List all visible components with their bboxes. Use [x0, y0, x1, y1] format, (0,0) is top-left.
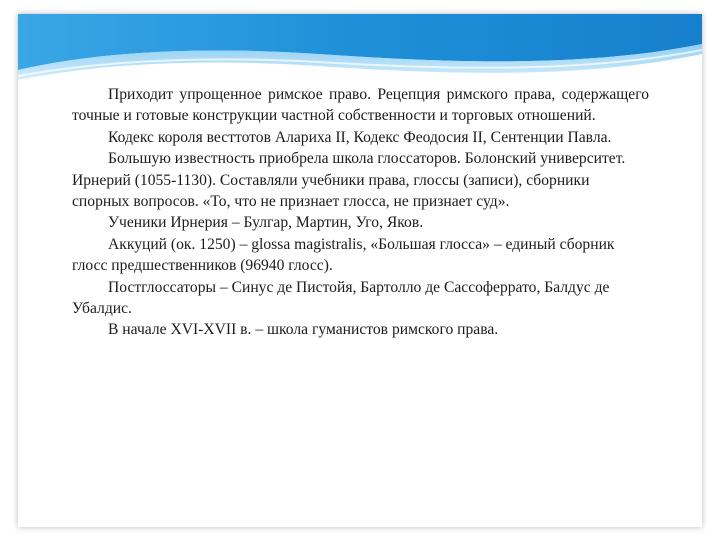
- slide-body-text: [72, 84, 649, 341]
- header-wave-decoration: [18, 14, 702, 84]
- paragraph-glossators: Большую известность приобрела школа глоссаторов. Болонский университет. Ирнерий (1055-1130). Составляли учебники права, глоссы (записи), сборники спорных вопросов. «То, что не признает глосса, не признает суд».: [72, 150, 626, 211]
- paragraph-accursius: Аккуций (ок. 1250) – glossa magistralis, «Большая глосса» – единый сборник глосс предшественников (96940 глосс).: [72, 235, 615, 275]
- paragraph-humanists: В начале XVI-XVII в. – школа гуманистов римского права.: [108, 321, 499, 339]
- paragraph-codexes: Кодекс короля весттотов Алариха II, Кодекс Феодосия II, Сентенции Павла.: [108, 128, 612, 146]
- paragraph-students: Ученики Ирнерия – Булгар, Мартин, Уго, Яков.: [108, 214, 424, 232]
- paragraph-postglossators: Постглоссаторы – Синус де Пистойя, Бартолло де Сассоферрато, Балдус де Убалдис.: [72, 278, 610, 318]
- paragraph-reception: Приходит упрощенное римское право. Рецепция римского права, содержащего точные и готовые конструкции частной собственности и торговых отношений.: [72, 86, 649, 125]
